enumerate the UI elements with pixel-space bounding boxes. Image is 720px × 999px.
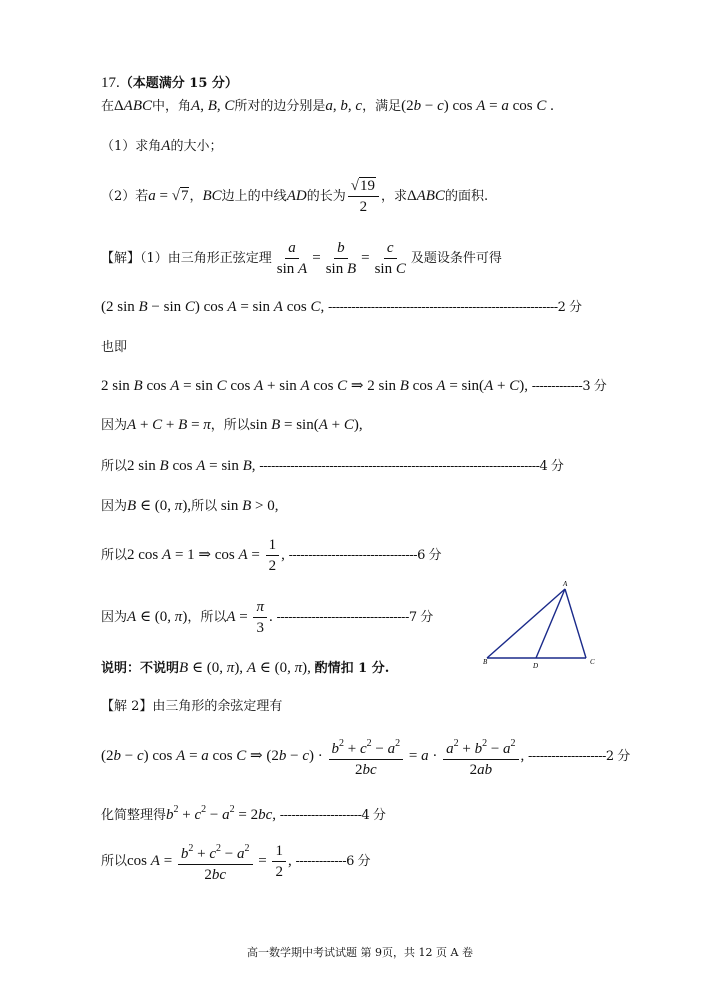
solution1-step6: 所以2 cos A = 1 ⇒ cos A = $\frac{1}{2}$ , ---------------------------------6 分 xyxy=(101,537,441,574)
solution1-because2: 因为B ∈ (0, π),所以 sin B > 0, xyxy=(101,498,279,514)
part-1: （1）求角A的大小； xyxy=(101,138,223,154)
solution1-step3: 2 sin B cos A = sin C cos A + sin A cos C ⇒ 2 sin B cos A = sin(A + C), -------------3 分 xyxy=(101,378,607,394)
solution1-because1: 因为A + C + B = π，所以sin B = sin(A + C), xyxy=(101,417,363,433)
vertex-label-b: B xyxy=(483,658,488,666)
solution1-step4: 所以2 sin B cos A = sin B, ------------------------------------------------------------------------4 分 xyxy=(101,458,564,474)
solution1-step2: (2 sin B − sin C) cos A = sin A cos C, -----------------------------------------------------------2 分 xyxy=(101,299,582,315)
solution1-step7: 因为A ∈ (0, π)，所以A = $\frac{\pi}{3}$ . ----------------------------------7 分 xyxy=(101,599,433,636)
problem-title: 17.（本题满分 15 分） xyxy=(101,75,238,91)
vertex-label-a: A xyxy=(563,580,568,588)
solution1-note: 说明：不说明B ∈ (0, π), A ∈ (0, π), 酌情扣 1 分. xyxy=(101,660,390,676)
solution2-step2: (2b − c) cos A = a cos C ⇒ (2b − c) · $\frac{b^2 + c^2 - a^2}{2bc}$ = a · $\frac{a^2 + b^2 - a^2}{2ab}$ , --------------------2 分 xyxy=(101,733,630,780)
page-footer: 高一数学期中考试试题 第 9页，共 12 页 A 卷 xyxy=(247,946,473,959)
solution2-header: 【解 2】由三角形的余弦定理有 xyxy=(101,699,283,714)
solution1-header: 【解】（1）由三角形正弦定理 $\frac{a}{\text{sin A}}$ = $\frac{b}{\text{sin B}}$ = $\frac{c}{\text{sin C}}$ 及题设条件可得 xyxy=(101,240,502,277)
triangle-figure xyxy=(476,578,600,670)
point-label-d: D xyxy=(533,662,539,670)
side-AB xyxy=(487,589,565,658)
problem-statement: 在ΔABC中，角A, B, C所对的边分别是a, b, c，满足(2b − c) cos A = a cos C . xyxy=(101,98,554,114)
solution2-step4: 化简整理得$b^2 + c^2 - a^2 = 2bc$, ---------------------4 分 xyxy=(101,804,386,823)
side-AC xyxy=(565,589,586,658)
vertex-label-c: C xyxy=(590,658,595,666)
median-AD xyxy=(536,589,565,658)
part-2: （2）若a = √7，BC边上的中线AD的长为 $\frac{√19}{2}$ ，求ΔABC的面积. xyxy=(101,178,489,215)
solution2-step6: 所以cos A = $\frac{b^2 + c^2 - a^2}{2bc}$ = $\frac{1}{2}$ , -------------6 分 xyxy=(101,838,370,885)
solution1-yeji: 也即 xyxy=(101,340,128,355)
